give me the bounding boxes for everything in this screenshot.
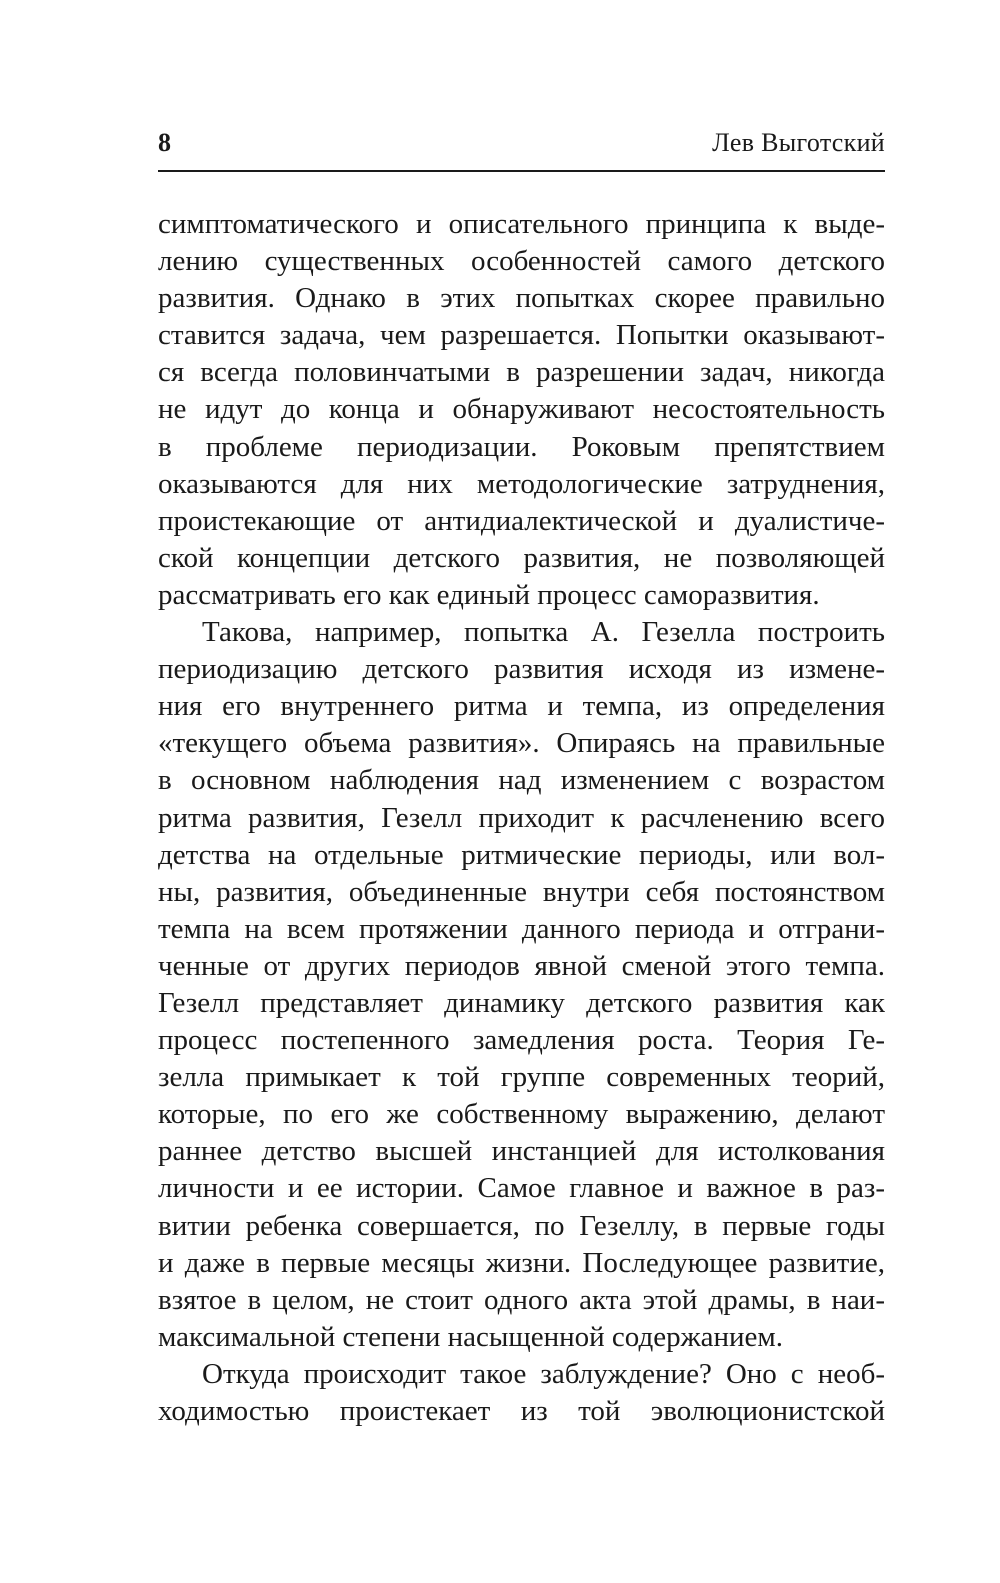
text-line: взятое в целом, не стоит одного акта этой драмы, в наи- bbox=[158, 1283, 885, 1316]
text-line: ся всегда половинчатыми в разрешении задач, никогда bbox=[158, 356, 885, 389]
text-line: Откуда происходит такое заблуждение? Оно с необ- bbox=[202, 1357, 885, 1390]
text-line: которые, по его же собственному выражению, делают bbox=[158, 1098, 885, 1131]
text-line: лению существенных особенностей самого детского bbox=[158, 245, 885, 278]
text-line: зелла примыкает к той группе современных теорий, bbox=[158, 1061, 885, 1094]
text-line: ченные от других периодов явной сменой этого темпа. bbox=[158, 949, 885, 982]
text-line: личности и ее истории. Самое главное и важное в раз- bbox=[158, 1172, 885, 1205]
text-line: симптоматического и описательного принципа к выде- bbox=[158, 208, 885, 240]
text-line: развития. Однако в этих попытках скорее правильно bbox=[158, 282, 885, 315]
text-line: рассматривать его как единый процесс саморазвития. bbox=[158, 578, 820, 611]
page-number: 8 bbox=[158, 128, 171, 157]
text-line: оказываются для них методологические затруднения, bbox=[158, 467, 885, 500]
text-line: в основном наблюдения над изменением с возрастом bbox=[158, 764, 885, 797]
text-line: и даже в первые месяцы жизни. Последующее развитие, bbox=[158, 1246, 885, 1279]
text-line: темпа на всем протяжении данного периода и отграни- bbox=[158, 912, 885, 945]
text-line: ходимостью проистекает из той эволюционистской bbox=[158, 1395, 885, 1427]
header-author: Лев Выготский bbox=[712, 128, 885, 157]
paragraph bbox=[158, 1356, 885, 1430]
text-line: витии ребенка совершается, по Гезеллу, в первые годы bbox=[158, 1209, 885, 1242]
text-line: Гезелл представляет динамику детского развития как bbox=[158, 986, 885, 1019]
text-line: детства на отдельные ритмические периоды, или вол- bbox=[158, 838, 885, 871]
text-line: в проблеме периодизации. Роковым препятствием bbox=[158, 430, 885, 463]
text-line: не идут до конца и обнаруживают несостоятельность bbox=[158, 393, 885, 426]
text-line: ставится задача, чем разрешается. Попытки оказывают- bbox=[158, 319, 885, 352]
header-rule bbox=[158, 170, 885, 172]
text-line: периодизацию детского развития исходя из измене- bbox=[158, 653, 885, 686]
text-line: ния его внутреннего ритма и темпа, из определения bbox=[158, 690, 885, 723]
text-line: раннее детство высшей инстанцией для истолкования bbox=[158, 1135, 885, 1168]
text-line: процесс постепенного замедления роста. Теория Ге- bbox=[158, 1024, 885, 1057]
running-head bbox=[158, 128, 885, 162]
text-line: проистекающие от антидиалектической и дуалистиче- bbox=[158, 504, 885, 537]
text-line: ритма развития, Гезелл приходит к расчленению всего bbox=[158, 801, 885, 834]
paragraph bbox=[158, 206, 885, 614]
body-text bbox=[158, 206, 885, 1430]
paragraph bbox=[158, 614, 885, 1356]
text-line: ны, развития, объединенные внутри себя постоянством bbox=[158, 875, 885, 908]
text-line: Такова, например, попытка А. Гезелла построить bbox=[202, 616, 885, 649]
text-line: ской концепции детского развития, не позволяющей bbox=[158, 541, 885, 574]
text-line: максимальной степени насыщенной содержанием. bbox=[158, 1320, 783, 1353]
text-line: «текущего объема развития». Опираясь на правильные bbox=[158, 727, 885, 760]
